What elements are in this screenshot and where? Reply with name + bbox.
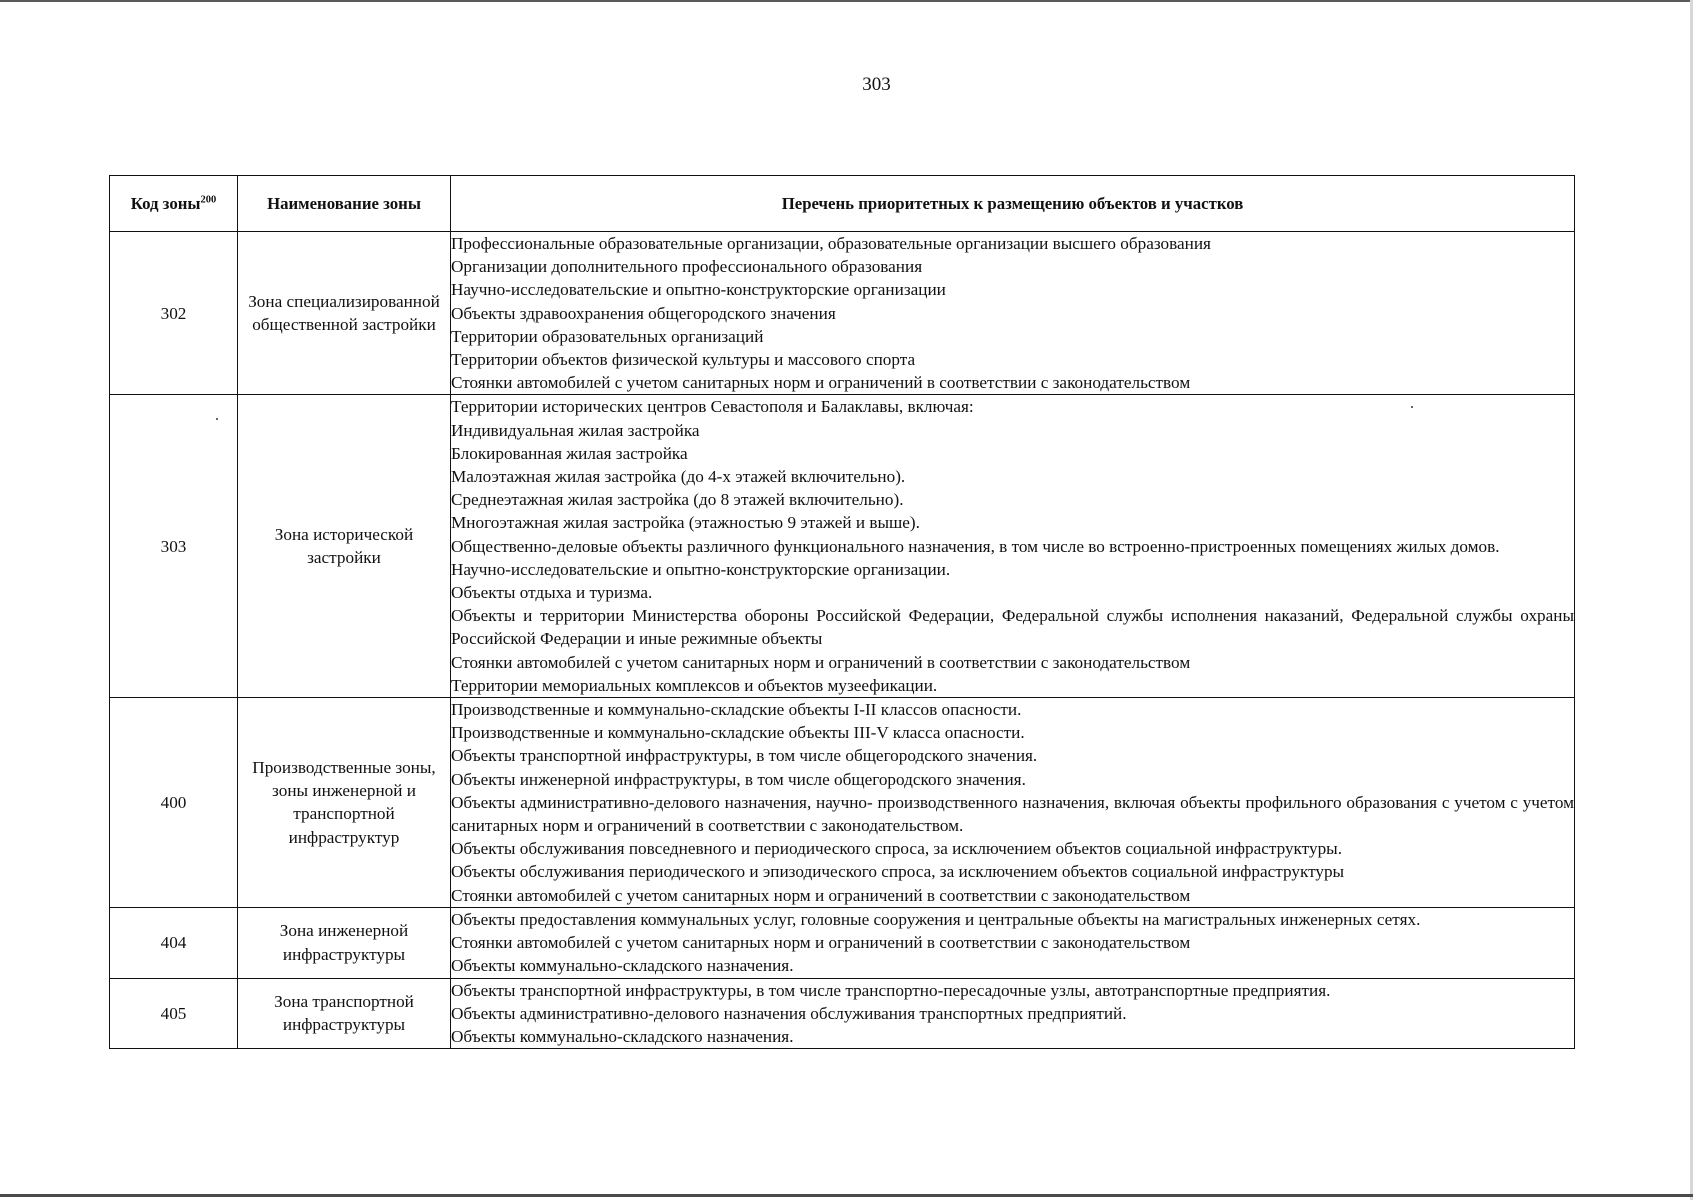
zone-name: Зона исторической застройки xyxy=(238,395,451,698)
list-item: Стоянки автомобилей с учетом санитарных норм и ограничений в соответствии с законодательством xyxy=(451,652,1191,672)
list-item: Малоэтажная жилая застройка (до 4-х этажей включительно). xyxy=(451,467,906,487)
list-item: Объекты транспортной инфраструктуры, в том числе общегородского значения. xyxy=(451,746,1038,766)
list-item: Объекты административно-делового назначения, научно- производственного назначения, включая объекты профильного образования с учетом с учетом санитарных норм и ограничений в соответствии с законодательством. xyxy=(451,792,1574,836)
zone-code: 405 xyxy=(110,978,238,1049)
list-item: Объекты и территории Министерства обороны Российской Федерации, Федеральной службы исполнения наказаний, Федеральной службы охраны Российской Федерации и иные режимные объекты xyxy=(451,606,1574,649)
list-item: Производственные и коммунально-складские объекты III-V класса опасности. xyxy=(451,723,1025,743)
list-item: Общественно-деловые объекты различного функционального назначения, в том числе во встроенно-пристроенных помещениях жилых домов. xyxy=(451,536,1500,556)
list-item: Производственные и коммунально-складские объекты I-II классов опасности. xyxy=(451,700,1022,720)
list-item: Объекты отдыха и туризма. xyxy=(451,583,653,603)
zone-name: Зона инженерной инфраструктуры xyxy=(238,907,451,978)
header-zone-code: Код зоны$^{200}$ xyxy=(110,176,238,232)
list-item: Профессиональные образовательные организации, образовательные организации высшего образования xyxy=(451,234,1211,253)
list-item: Стоянки автомобилей с учетом санитарных норм и ограничений в соответствии с законодательством xyxy=(451,373,1191,393)
list-item: Стоянки автомобилей с учетом санитарных норм и ограничений в соответствии с законодательством xyxy=(451,885,1191,905)
table-row xyxy=(110,698,1575,908)
scan-speck xyxy=(1411,406,1413,408)
table-row xyxy=(110,978,1575,1049)
list-item: Организации дополнительного профессионального образования xyxy=(451,257,923,277)
priority-objects-list xyxy=(451,232,1575,395)
list-item: Объекты коммунально-складского назначения. xyxy=(451,956,794,976)
list-item: Стоянки автомобилей с учетом санитарных норм и ограничений в соответствии с законодательством xyxy=(451,933,1191,953)
zone-code: 404 xyxy=(110,907,238,978)
list-item: Блокированная жилая застройка xyxy=(451,443,688,463)
priority-objects-list xyxy=(451,698,1575,908)
table-row xyxy=(110,907,1575,978)
list-item: Многоэтажная жилая застройка (этажностью 9 этажей и выше). xyxy=(451,513,920,533)
list-item: Территории образовательных организаций xyxy=(451,326,764,346)
priority-objects-list xyxy=(451,907,1575,978)
list-item: Территории мемориальных комплексов и объектов музеефикации. xyxy=(451,675,938,695)
list-item: Территории объектов физической культуры и массового спорта xyxy=(451,350,916,370)
list-item: Объекты обслуживания повседневного и периодического спроса, за исключением объектов социальной инфраструктуры. xyxy=(451,839,1343,859)
list-item: Объекты здравоохранения общегородского значения xyxy=(451,303,836,323)
zone-name: Производственные зоны, зоны инженерной и транспортной инфраструктур xyxy=(238,698,451,908)
zones-table-body xyxy=(110,232,1575,1049)
list-item: Объекты обслуживания периодического и эпизодического спроса, за исключением объектов социальной инфраструктуры xyxy=(451,862,1345,882)
header-zone-name: Наименование зоны xyxy=(238,176,451,232)
zone-name: Зона специализированной общественной застройки xyxy=(238,232,451,395)
list-item: Научно-исследовательские и опытно-конструкторские организации. xyxy=(451,559,951,579)
list-item: Научно-исследовательские и опытно-конструкторские организации xyxy=(451,280,946,300)
zones-table xyxy=(109,175,1575,1049)
scan-edge-top xyxy=(0,0,1693,2)
list-item: Объекты инженерной инфраструктуры, в том числе общегородского значения. xyxy=(451,769,1026,789)
zone-code: 400 xyxy=(110,698,238,908)
zone-code: 303 xyxy=(110,395,238,698)
table-row xyxy=(110,395,1575,698)
list-item: Индивидуальная жилая застройка xyxy=(451,420,700,440)
list-item: Объекты коммунально-складского назначения. xyxy=(451,1026,794,1046)
zone-name: Зона транспортной инфраструктуры xyxy=(238,978,451,1049)
list-item: Среднеэтажная жилая застройка (до 8 этажей включительно). xyxy=(451,490,904,510)
list-item: Объекты административно-делового назначения обслуживания транспортных предприятий. xyxy=(451,1003,1127,1023)
priority-objects-list xyxy=(451,978,1575,1049)
list-item: Территории исторических центров Севастополя и Балаклавы, включая: xyxy=(451,397,974,417)
footnote-marker: 200 xyxy=(200,194,217,206)
header-priority-objects: Перечень приоритетных к размещению объектов и участков xyxy=(451,176,1575,232)
zone-code: 302 xyxy=(110,232,238,395)
list-item: Объекты предоставления коммунальных услуг, головные сооружения и центральные объекты на магистральных инженерных сетях. xyxy=(451,909,1421,929)
scan-edge-bottom xyxy=(0,1194,1693,1197)
table-row xyxy=(110,232,1575,395)
list-item: Объекты транспортной инфраструктуры, в том числе транспортно-пересадочные узлы, автотранспортные предприятия. xyxy=(451,980,1331,1000)
priority-objects-list xyxy=(451,395,1575,698)
scan-speck xyxy=(216,418,218,420)
page-number: 303 xyxy=(862,74,891,95)
table-header-row xyxy=(110,176,1575,232)
